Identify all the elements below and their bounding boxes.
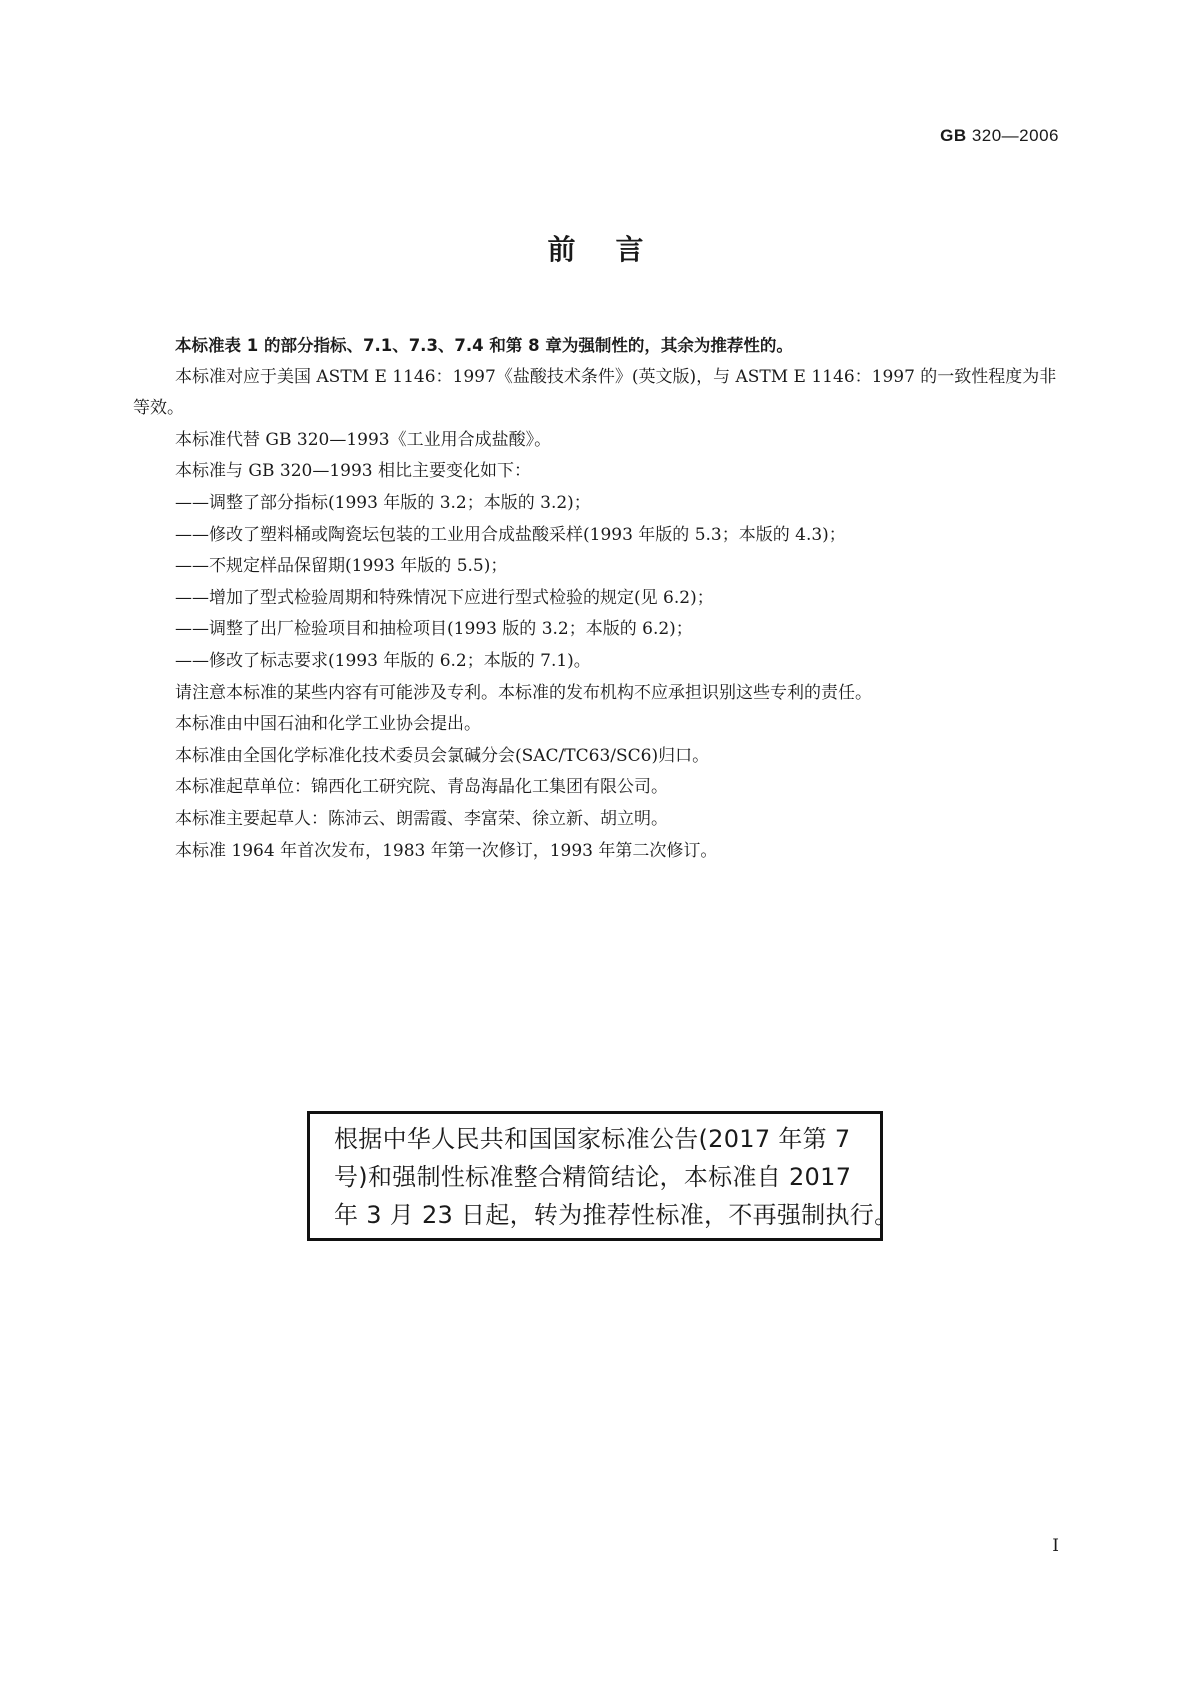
notice-line: 年 3 月 23 日起，转为推荐性标准，不再强制执行。 <box>334 1201 899 1229</box>
correspondence-paragraph: 本标准对应于美国 ASTM E 1146：1997《盐酸技术条件》(英文版)，与 ASTM E 1146：1997 的一致性程度为非等效。 <box>133 366 1057 419</box>
foreword-body <box>133 330 1065 867</box>
mandatory-statement: 本标准表 1 的部分指标、7.1、7.3、7.4 和第 8 章为强制性的，其余为推荐性的。 <box>175 336 793 355</box>
standard-code-prefix: GB <box>940 126 967 145</box>
patent-notice: 请注意本标准的某些内容有可能涉及专利。本标准的发布机构不应承担识别这些专利的责任。 <box>175 682 872 703</box>
change-item: ——不规定样品保留期(1993 年版的 5.5)； <box>175 556 508 577</box>
change-item: ——调整了出厂检验项目和抽检项目(1993 版的 3.2；本版的 6.2)； <box>175 619 693 640</box>
page-title: 前言 <box>547 233 684 266</box>
administration-paragraph: 本标准由全国化学标准化技术委员会氯碱分会(SAC/TC63/SC6)归口。 <box>175 745 710 766</box>
standard-code-number: 320—2006 <box>966 126 1059 145</box>
drafters-paragraph: 本标准主要起草人：陈沛云、朗需霞、李富荣、徐立新、胡立明。 <box>175 808 668 829</box>
change-item: ——修改了标志要求(1993 年版的 6.2；本版的 7.1)。 <box>175 650 591 671</box>
notice-line: 根据中华人民共和国国家标准公告(2017 年第 7 <box>334 1125 851 1153</box>
history-paragraph: 本标准 1964 年首次发布，1983 年第一次修订，1993 年第二次修订。 <box>175 840 718 861</box>
proposer-paragraph: 本标准由中国石油和化学工业协会提出。 <box>175 714 481 735</box>
standard-code <box>940 126 1059 146</box>
change-item: ——修改了塑料桶或陶瓷坛包装的工业用合成盐酸采样(1993 年版的 5.3；本版的 4.3)； <box>175 524 846 545</box>
replacement-paragraph: 本标准代替 GB 320—1993《工业用合成盐酸》。 <box>175 429 552 450</box>
drafting-units-paragraph: 本标准起草单位：锦西化工研究院、青岛海晶化工集团有限公司。 <box>175 777 668 798</box>
change-item: ——增加了型式检验周期和特殊情况下应进行型式检验的规定(见 6.2)； <box>175 587 714 608</box>
changes-intro: 本标准与 GB 320—1993 相比主要变化如下： <box>175 461 531 482</box>
notice-line: 号)和强制性标准整合精简结论，本标准自 2017 <box>334 1163 852 1191</box>
change-item: ——调整了部分指标(1993 年版的 3.2；本版的 3.2)； <box>175 492 591 513</box>
page-number: I <box>1052 1536 1059 1556</box>
notice-box <box>307 1111 899 1241</box>
